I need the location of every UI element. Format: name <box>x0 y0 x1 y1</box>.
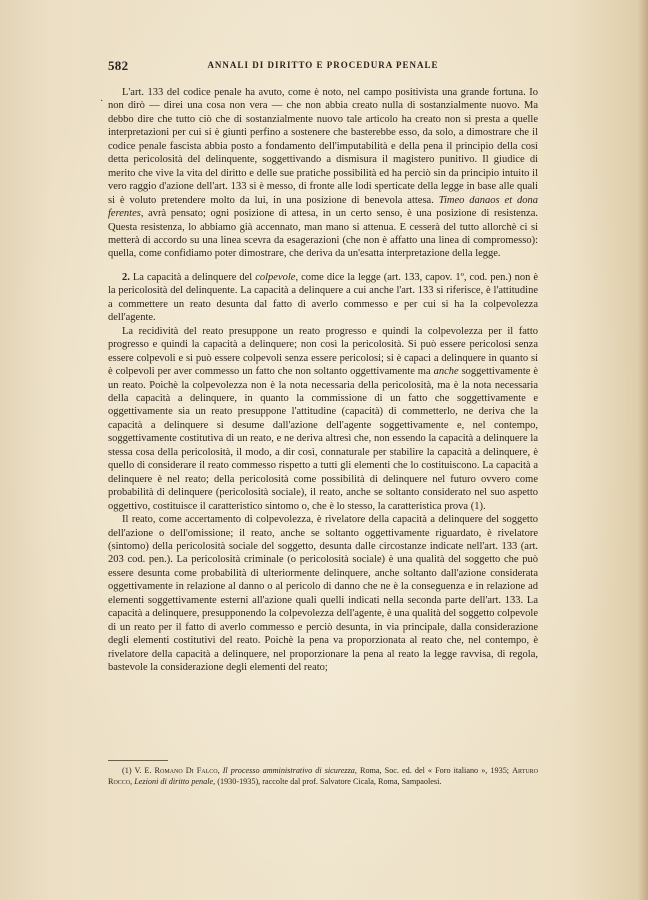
paragraph-2 <box>108 271 538 325</box>
footnote-rule <box>108 760 168 761</box>
footnote-author2: Arturo Rocco <box>108 766 539 786</box>
footnotes <box>108 765 538 787</box>
italic-colpevole: colpevole <box>255 271 296 283</box>
footnote-author1: Romano Di Falco <box>154 766 218 775</box>
paragraph-2-text-a: La capacità a delinquere del <box>129 271 256 283</box>
paragraph-3 <box>108 325 538 513</box>
footnote-title2: Lezioni di diritto penale <box>134 777 214 786</box>
section-number: 2. <box>122 271 130 283</box>
paragraph-1-text-a: L'art. 133 del codice penale ha avuto, come è noto, nel campo positivista una grande fortuna. Io non dirò — direi una cosa non vera — che non abbia creato nulla di sostanzialmente nuovo. Ma debbo dire che tutto ciò che di sostanzialmente nuovo tale articolo ha creato non si presta a quelle interpretazioni per cui si è giunti perfino a sostenere che basterebbe esso, da solo, a dimostrare che il codice penale fascista abbia posto a fondamento dell'imputabilità e della pena il principio della così detta pericolosità del delinquente, soggettivando a dismisura il magistero punitivo. Il giudice di merito che vive la vita del diritto e delle sue pratiche possibilità ed ha perciò sin da principio intuito il vero raggio d'azione dell'art. 133 si è messo, di fronte alle lodi sperticate della legge in base alle quali si è voluto pretendere molto da lui, in una posizione di benevola attesa. <box>108 87 538 206</box>
footnote-title1: Il processo amministrativo di sicurezza <box>222 766 355 775</box>
paragraph-3-text-b: soggettivamente è un reato. Poichè la colpevolezza non è la nota necessaria della pericolosità, ma è la nota necessaria della capacità a delinquere, in quanto la commissione di un fatto che soggettivamente e oggettivamente sia un reato presuppone l'attitudine (capacità) di commetterlo, ne deriva che la capacità a delinquere si desume dall'azione dell'agente soggettivamente e, nel contempo, soggettivamente costitutiva di un reato, e ne deriva altresì che, non essendo la capacità a delinquere la stessa cosa della pericolosità, il modo, a dir così, connaturale per stabilire la capacità a delinquere, è quello di considerare il reato commesso rispetto a tutti gli elementi che lo costituiscono. La capacità a delinquere è nel reato; della pericolosità come possibilità di delinquere nel futuro ovvero come probabilità di delinquere (pericolosità sociale), il reato, anche se soltanto considerato nel suo aspetto oggettivo, costituisce il caratteristico sintomo o, che è lo stesso, la caratteristica prova (1). <box>108 366 538 512</box>
footnote-author1-initial: V. E. <box>134 766 152 775</box>
running-head: ANNALI DI DIRITTO E PROCEDURA PENALE <box>207 60 439 70</box>
footnote-marker: (1) <box>122 766 132 775</box>
italic-anche: anche <box>433 366 459 378</box>
footnote-pub1: , Roma, Soc. ed. del « Foro italiano », 1935; <box>354 766 513 775</box>
page-number: 582 <box>108 58 129 73</box>
latin-quote: Timeo danaos et dona ferentes <box>108 194 539 220</box>
margin-mark: · <box>100 96 104 107</box>
paragraph-1-text-b: , avrà pensato; ogni posizione di attesa, in un certo senso, è una posizione di resistenza. Questa resistenza, lo abbiamo già accennato, man mano si attenua. E cesserà del tutto allorchè ci si metterà di accordo su una linea scevra da esagerazioni (che non è affatto una linea di compromesso): quella, come confidiamo poter dimostrare, che deriva da un'esatta interpretazione della legge. <box>108 208 538 260</box>
paragraph-4: Il reato, come accertamento di colpevolezza, è rivelatore della capacità a delinquere del soggetto dell'azione o dell'omissione; il reato, anche se soltanto oggettivamente riguardato, è rivelatore (sintomo) della pericolosità sociale del soggetto, desunta dalle circostanze indicate nell'art. 133 (art. 203 cod. pen.). La pericolosità criminale (o pericolosità sociale) è una qualità del soggetto che può essere desunta come probabilità di ulteriormente delinquere, anche soltanto dall'azione considerata oggettivamente in relazione al danno o al pericolo di danno che ne è la conseguenza e in relazione ad elementi soggettivamente esterni all'azione quali quelli indicati nella seconda parte dell'art. 133. La capacità a delinquere, presupponendo la colpevolezza dell'agente, è una qualità del soggetto colpevole di un reato per il fatto di averlo commesso e perciò desunta, in via principale, dalla considerazione degli elementi costitutivi del reato. Poichè la pena va proporzionata al reato che, nel contempo, è rivelatore della capacità a delinquere, nel proporzionare la pena al reato la legge ravvisa, di regola, bastevole la considerazione degli elementi del reato; <box>108 514 538 674</box>
page-edge-shadow <box>638 0 648 900</box>
footnote-1: (1) V. E. Romano Di Falco, Il processo amministrativo di sicurezza, Roma, Soc. ed. del « Foro italiano », 1935; Arturo Rocco, Lezioni di diritto penale, (1930-1935), raccolte dal prof. Salvatore Cicala, Roma, Sampaolesi. <box>108 766 539 786</box>
paragraph-3-text-a: La recidività del reato presuppone un reato progresso e quindi la colpevolezza per il fatto progresso e quindi la capacità a delinquere; non così la pericolosità. Si può essere pericolosi senza essere colpevoli e si può essere colpevoli senza essere pericolosi; si è capaci a delinquere in quanto si è colpevoli per aver commesso un fatto che non soltanto oggettivamente ma <box>108 325 538 378</box>
footnote-pub2: , (1930-1935), raccolte dal prof. Salvatore Cicala, Roma, Sampaolesi. <box>213 777 442 786</box>
paragraph-1 <box>108 86 538 261</box>
page-header <box>108 58 538 74</box>
body-text <box>108 86 538 674</box>
paragraph-2-text-b: , come dice la legge (art. 133, capov. 1º, cod. pen.) non è la pericolosità del delinquente. La capacità a delinquere a cui anche l'art. 133 si riferisce, è l'attitudine a commettere un reato desunta dal fatto di averlo commesso e per cui si ha la colpevolezza dell'agente. <box>108 271 538 324</box>
